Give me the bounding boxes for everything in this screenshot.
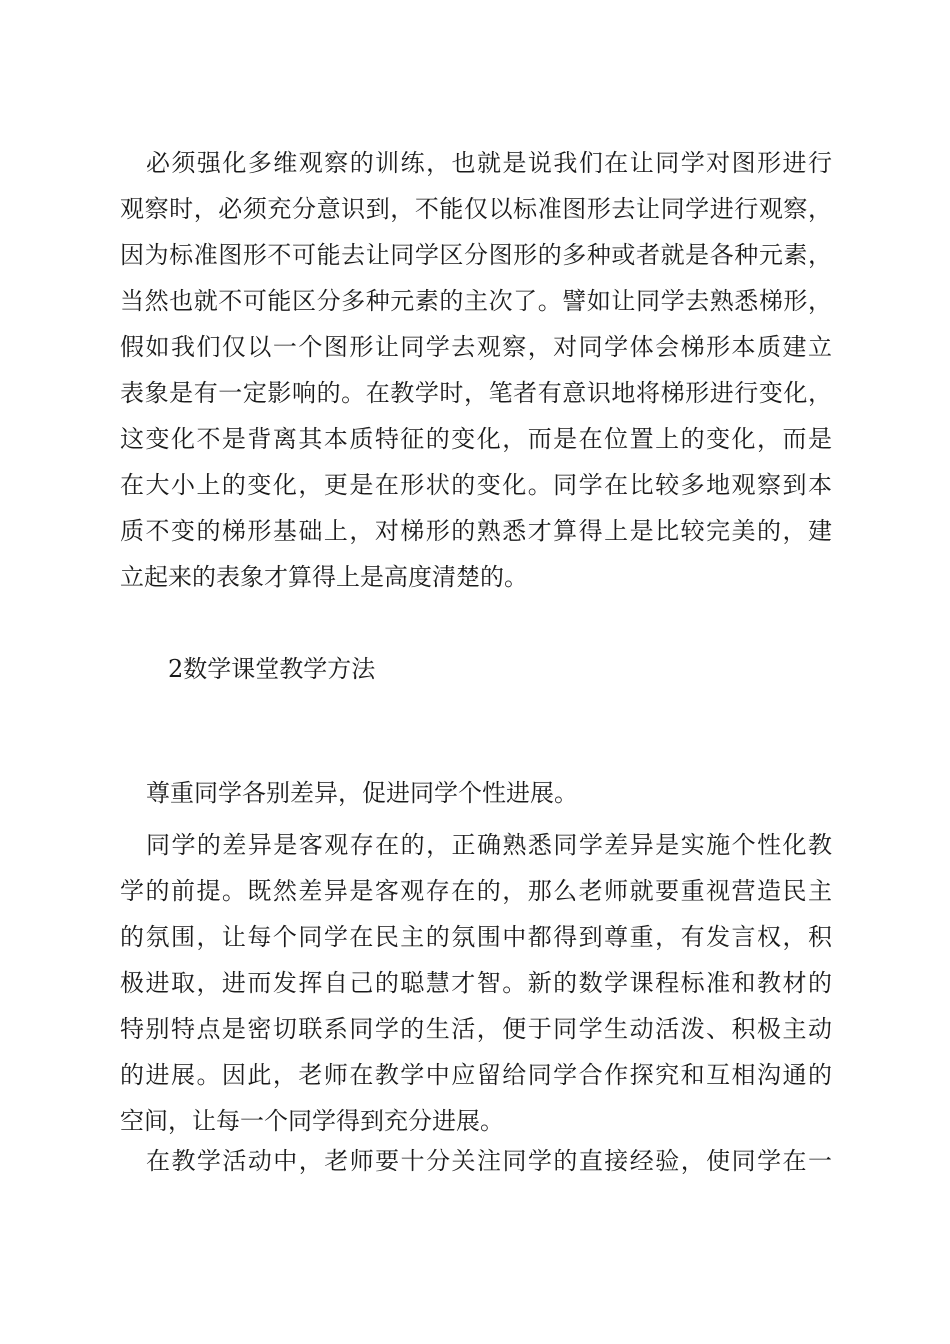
text-line: 特别特点是密切联系同学的生活，便于同学生动活泼、积极主动: [120, 1015, 832, 1043]
paragraph-multi-view-observation: [120, 140, 832, 600]
text-line: 同学的差异是客观存在的，正确熟悉同学差异是实施个性化教: [146, 831, 832, 859]
text-line: 空间，让每一个同学得到充分进展。: [120, 1107, 504, 1135]
text-line: 必须强化多维观察的训练，也就是说我们在让同学对图形进行: [146, 149, 832, 177]
text-line: 极进取，进而发挥自己的聪慧才智。新的数学课程标准和教材的: [120, 969, 832, 997]
text-line: 学的前提。既然差异是客观存在的，那么老师就要重视营造民主: [120, 877, 832, 905]
text-line: 的氛围，让每个同学在民主的氛围中都得到尊重，有发言权，积: [120, 923, 832, 951]
text-line: 假如我们仅以一个图形让同学去观察，对同学体会梯形本质建立: [120, 333, 832, 361]
section-heading: 2数学课堂教学方法: [168, 655, 376, 683]
paragraph-respect-differences: [120, 770, 832, 816]
text-line: 当然也就不可能区分多种元素的主次了。譬如让同学去熟悉梯形，: [120, 287, 832, 315]
text-line: 表象是有一定影响的。在教学时，笔者有意识地将梯形进行变化，: [120, 379, 832, 407]
text-line: 观察时，必须充分意识到，不能仅以标准图形去让同学进行观察，: [120, 195, 832, 223]
text-line: 质不变的梯形基础上，对梯形的熟悉才算得上是比较完美的，建: [120, 517, 832, 545]
text-line: 尊重同学各别差异，促进同学个性进展。: [146, 779, 578, 807]
text-line: 这变化不是背离其本质特征的变化，而是在位置上的变化，而是: [120, 425, 832, 453]
text-line: 因为标准图形不可能去让同学区分图形的多种或者就是各种元素，: [120, 241, 832, 269]
text-line: 的进展。因此，老师在教学中应留给同学合作探究和互相沟通的: [120, 1061, 832, 1089]
paragraph-student-differences: [120, 822, 832, 1144]
text-line: 在教学活动中，老师要十分关注同学的直接经验，使同学在一: [146, 1147, 832, 1175]
text-line: 在大小上的变化，更是在形状的变化。同学在比较多地观察到本: [120, 471, 832, 499]
paragraph-teaching-activities: [120, 1138, 832, 1184]
text-line: 立起来的表象才算得上是高度清楚的。: [120, 563, 528, 591]
